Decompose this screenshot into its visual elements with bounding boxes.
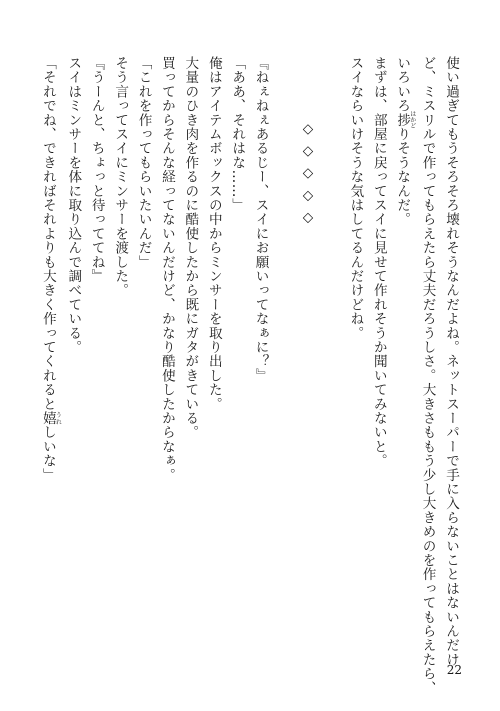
dialogue-line-10 <box>36 56 61 646</box>
scene-separator: ◇◇◇◇◇ <box>299 121 316 232</box>
ruby-base: 捗 <box>394 110 411 129</box>
ruby-reading: はかど <box>408 110 416 129</box>
ruby-hakado <box>394 110 416 129</box>
ruby-reading: うれ <box>54 411 62 426</box>
dialogue-line-10-prefix: 「それでね、できればそれよりも大きく作ってくれると <box>39 56 56 411</box>
dialogue-line-2: 「ああ、それはな……」 <box>229 56 246 213</box>
blank-line <box>319 56 343 646</box>
text-line-3-suffix: りそうなんだ。 <box>394 127 411 227</box>
dialogue-line-5: 買ってからそんな経ってないんだけど、かなり酷使したからなぁ。 <box>158 56 175 482</box>
dialogue-line-7: そう言ってスイにミンサーを渡した。 <box>112 56 129 298</box>
ruby-ure <box>39 411 62 426</box>
text-line-4: まずは、部屋に戻ってスイに見せて作れそうか聞いてみないと。 <box>370 56 387 468</box>
text-line-3 <box>390 56 415 646</box>
text-line-5: スイならいけそうな気はしてるんだけどね。 <box>347 56 364 340</box>
dialogue-line-3: 俺はアイテムボックスの中からミンサーを取り出した。 <box>205 56 222 411</box>
dialogue-line-1: 『ねぇねぇあるじー、スイにお願いってなぁに？』 <box>252 56 269 383</box>
text-line-1: 使い過ぎてもうそろそろ壊れそうなんだよね。ネットスーパーで手に入らないことはないんだけ <box>443 56 459 667</box>
page-number: 22 <box>446 663 462 677</box>
text-line-2: ど、ミスリルで作ってもらえたら丈夫だろうしさ。大きさももう少し大きめのを作ってもらえたら、 <box>419 56 436 695</box>
dialogue-line-6: 「これを作ってもらいたいんだ」 <box>135 56 152 269</box>
dialogue-line-8: 『うーんと、ちょっと待っててね』 <box>88 56 105 284</box>
text-line-3-prefix: いろいろ <box>394 56 411 113</box>
dialogue-line-10-suffix: しいな」 <box>39 425 56 483</box>
dialogue-line-9: スイはミンサーを体に取り込んで調べている。 <box>65 56 82 355</box>
dialogue-line-4: 大量のひき肉を作るのに酷使したから既にガタがきている。 <box>182 56 199 440</box>
blank-line <box>272 56 296 646</box>
ruby-base: 嬉 <box>39 411 56 426</box>
